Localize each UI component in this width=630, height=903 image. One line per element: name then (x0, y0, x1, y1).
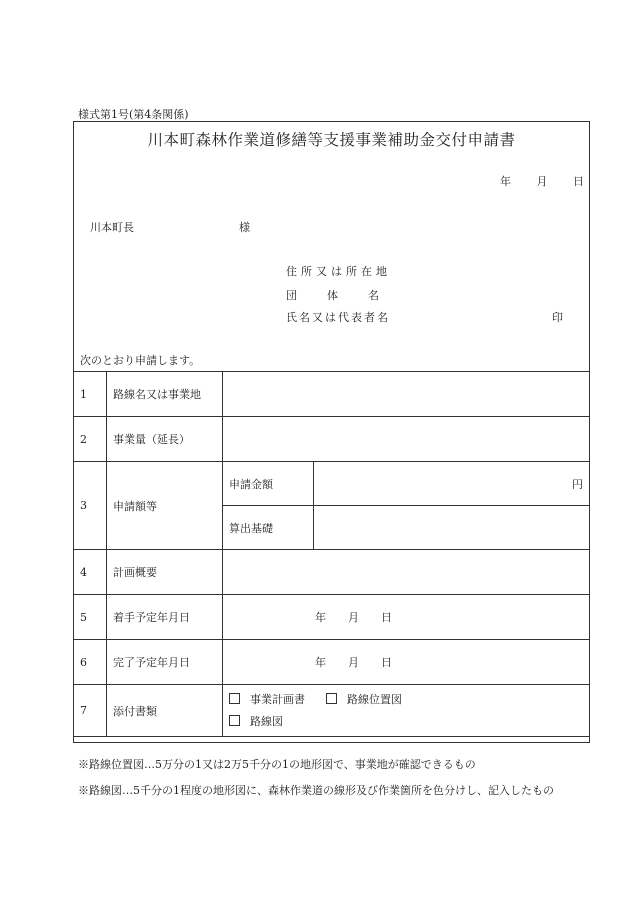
row-label: 完了予定年月日 (107, 640, 223, 685)
table-row (74, 640, 590, 685)
route-name-field[interactable] (223, 372, 590, 417)
footnote: ※路線図…5千分の1程度の地形図に、森林作業道の線形及び作業箇所を色分けし、記入したもの (78, 784, 554, 797)
intro-text: 次のとおり申請します。 (80, 354, 201, 367)
row-label: 事業量（延長） (107, 417, 223, 462)
date-month: 月 (536, 175, 548, 188)
date-year: 年 (500, 175, 511, 188)
row-number: 2 (74, 417, 107, 462)
document-title: 川本町森林作業道修繕等支援事業補助金交付申請書 (147, 131, 516, 149)
sub-label: 申請金額 (223, 462, 314, 506)
start-date-field[interactable]: 年 月 日 (223, 595, 590, 640)
row-number: 7 (74, 685, 107, 737)
recipient-honorific: 様 (239, 221, 250, 234)
table-row (74, 595, 590, 640)
recipient-name: 川本町長 (90, 221, 134, 234)
table-row (74, 550, 590, 595)
attachment-label: 路線位置図 (347, 692, 402, 706)
applicant-address-label: 住所又は所在地 (286, 265, 391, 278)
attachments-cell (223, 685, 590, 737)
attachment-label: 路線図 (250, 714, 283, 728)
application-form (73, 121, 590, 743)
date-day: 日 (573, 175, 584, 188)
currency-unit: 円 (572, 477, 583, 491)
row-label: 添付書類 (107, 685, 223, 737)
row-number: 3 (74, 462, 107, 550)
work-volume-field[interactable] (223, 417, 590, 462)
calculation-basis-field[interactable] (314, 506, 590, 550)
plan-summary-field[interactable] (223, 550, 590, 595)
row-number: 5 (74, 595, 107, 640)
applicant-name-label: 氏名又は代表者名 (286, 311, 390, 324)
footnote: ※路線位置図…5万分の1又は2万5千分の1の地形図で、事業地が確認できるもの (78, 758, 476, 771)
row-label: 着手予定年月日 (107, 595, 223, 640)
completion-date-field[interactable]: 年 月 日 (223, 640, 590, 685)
table-row (74, 372, 590, 417)
row-label: 路線名又は事業地 (107, 372, 223, 417)
route-map-checkbox[interactable] (229, 715, 240, 726)
applicant-group-label: 団 体 名 (286, 289, 379, 302)
seal-mark: 印 (552, 311, 563, 324)
form-number-label: 様式第1号(第4条関係) (78, 108, 189, 121)
business-plan-checkbox[interactable] (229, 693, 240, 704)
attachment-label: 事業計画書 (250, 692, 305, 706)
table-row (74, 462, 590, 506)
row-label: 申請額等 (107, 462, 223, 550)
row-number: 6 (74, 640, 107, 685)
submission-date (500, 173, 584, 189)
row-number: 1 (74, 372, 107, 417)
row-number: 4 (74, 550, 107, 595)
application-table (73, 371, 590, 737)
route-location-map-checkbox[interactable] (326, 693, 337, 704)
table-row (74, 417, 590, 462)
requested-amount-field[interactable] (314, 462, 590, 506)
sub-label: 算出基礎 (223, 506, 314, 550)
table-row (74, 685, 590, 737)
row-label: 計画概要 (107, 550, 223, 595)
